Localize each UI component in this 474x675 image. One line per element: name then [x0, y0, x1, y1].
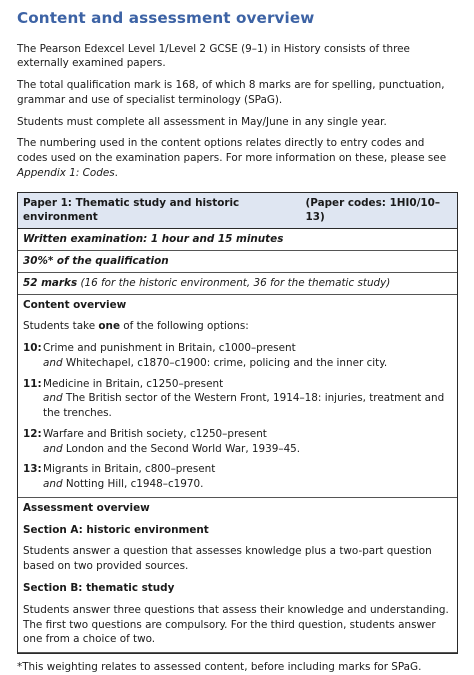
weighting-value: 30%* — [23, 255, 54, 267]
option-number: 12: — [23, 427, 42, 440]
content-lead-bold: one — [98, 320, 120, 333]
content-overview-heading: Content overview — [23, 298, 127, 311]
option-number: 10: — [23, 342, 42, 355]
option-and: and — [43, 442, 63, 455]
section-b-heading: Section B: thematic study — [23, 582, 175, 595]
content-lead — [23, 319, 452, 334]
section-b-text: Students answer three questions that assess their knowledge and understanding. The first two questions are compulsory. For the third question, students answer one from a choice of two. — [23, 603, 449, 646]
intro-paragraph: The Pearson Edexcel Level 1/Level 2 GCSE (9–1) in History consists of three externally examined papers. — [17, 42, 410, 70]
section-a-text: Students answer a question that assesses knowledge plus a two-part question based on two provided sources. — [23, 545, 432, 573]
option-number: 11: — [23, 377, 42, 390]
option-secondary-text: Whitechapel, c1870–c1900: crime, policing and the inner city. — [62, 356, 388, 369]
intro-codes-end: . — [114, 166, 118, 179]
weighting-row — [18, 251, 457, 273]
intro-codes-text: The numbering used in the content options relates directly to entry codes and codes used on the examination papers. For more information on these, please see — [17, 137, 447, 165]
option-primary: Medicine in Britain, c1250–present — [43, 377, 224, 390]
option-body — [43, 462, 452, 492]
intro-paragraph: Students must complete all assessment in May/June in any single year. — [17, 115, 387, 128]
paper-codes: (Paper codes: 1HI0/10–13) — [305, 196, 441, 224]
assessment-overview-heading: Assessment overview — [23, 501, 150, 514]
option-secondary — [43, 356, 452, 371]
content-overview — [18, 295, 457, 498]
table-header — [18, 193, 457, 230]
marks-value: 52 marks — [23, 276, 78, 289]
option-secondary — [43, 477, 452, 492]
weighting-text: of the qualification — [53, 255, 169, 267]
option-secondary-text: London and the Second World War, 1939–45. — [62, 442, 301, 455]
option-item — [23, 377, 452, 421]
option-number: 13: — [23, 463, 42, 476]
option-secondary — [43, 391, 452, 421]
section-a-heading: Section A: historic environment — [23, 523, 209, 536]
option-and: and — [43, 356, 63, 369]
marks-row — [18, 273, 457, 295]
intro — [17, 42, 456, 181]
option-item — [23, 427, 452, 457]
intro-paragraph-codes — [17, 136, 456, 180]
marks-breakdown: (16 for the historic environment, 36 for the thematic study) — [77, 276, 391, 289]
paper-title: Paper 1: Thematic study and historic environment — [23, 196, 240, 224]
option-primary: Migrants in Britain, c800–present — [43, 463, 216, 476]
option-secondary — [43, 442, 452, 457]
option-body — [43, 341, 452, 371]
appendix-link[interactable]: Appendix 1: Codes — [17, 166, 115, 179]
option-primary: Crime and punishment in Britain, c1000–present — [43, 342, 296, 355]
option-secondary-text: Notting Hill, c1948–c1970. — [62, 478, 204, 491]
content-lead-pre: Students take — [23, 320, 99, 333]
option-body — [43, 427, 452, 457]
assessment-overview — [18, 498, 457, 653]
page-title: Content and assessment overview — [17, 9, 315, 27]
option-and: and — [43, 478, 63, 491]
option-body — [43, 377, 452, 421]
footnote: *This weighting relates to assessed content, before including marks for SPaG. — [17, 661, 422, 674]
option-primary: Warfare and British society, c1250–present — [43, 427, 267, 440]
option-and: and — [43, 392, 63, 405]
option-item — [23, 341, 452, 371]
option-item — [23, 462, 452, 492]
paper-table — [17, 192, 458, 654]
option-secondary-text: The British sector of the Western Front, 1914–18: injuries, treatment and the trenches. — [43, 392, 445, 420]
intro-paragraph: The total qualification mark is 168, of which 8 marks are for spelling, punctuation, grammar and use of specialist terminology (SPaG). — [17, 79, 445, 106]
exam-duration: Written examination: 1 hour and 15 minutes — [18, 229, 457, 251]
content-lead-post: of the following options: — [120, 320, 249, 333]
